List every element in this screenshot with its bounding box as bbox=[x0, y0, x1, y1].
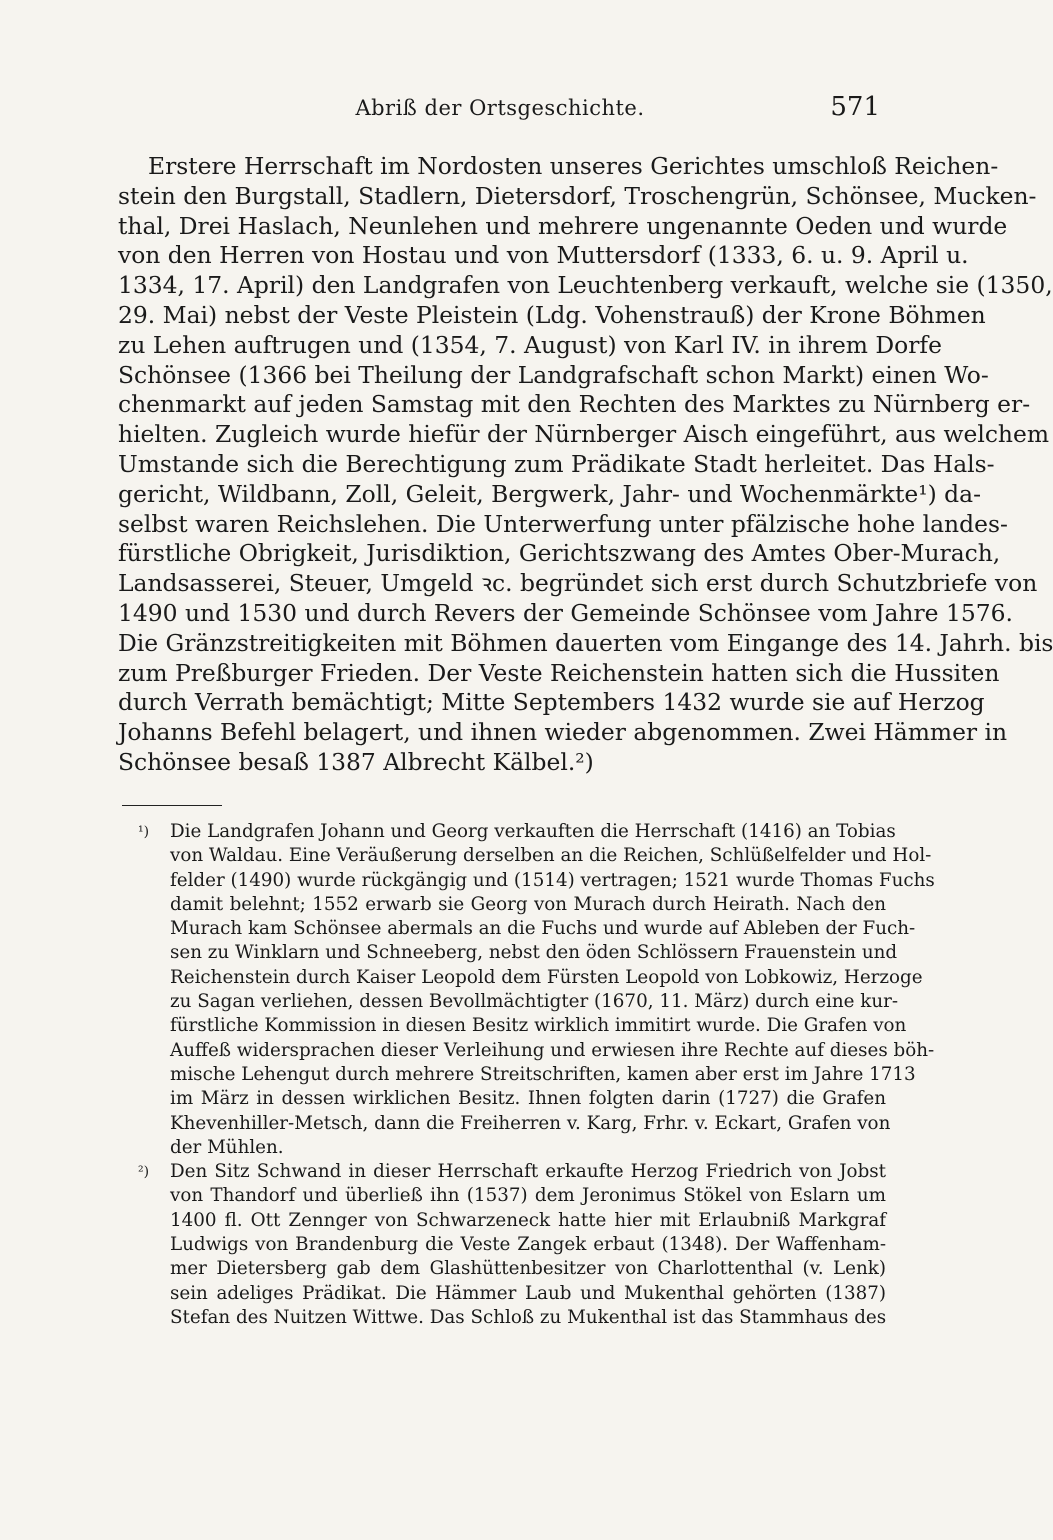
text-line: chenmarkt auf jeden Samstag mit den Rechten des Marktes zu Nürnberg er- bbox=[118, 390, 1031, 419]
text-line: fürstliche Obrigkeit, Jurisdiktion, Gerichtszwang des Amtes Ober-Murach, bbox=[118, 539, 1001, 568]
footnote-line: Reichenstein durch Kaiser Leopold dem Fürsten Leopold von Lobkowiz, Herzoge bbox=[170, 966, 923, 988]
page-number: 571 bbox=[830, 92, 880, 122]
text-line: Schönsee (1366 bei Theilung der Landgrafschaft schon Markt) einen Wo- bbox=[118, 360, 989, 389]
text-line: zum Preßburger Frieden. Der Veste Reichenstein hatten sich die Hussiten bbox=[118, 658, 1000, 687]
text-line: Erstere Herrschaft im Nordosten unseres Gerichtes umschloß Reichen- bbox=[148, 152, 999, 180]
footnote-line: fürstliche Kommission in diesen Besitz wirklich immitirt wurde. Die Grafen von bbox=[170, 1015, 907, 1037]
footnote-marker: ²) bbox=[138, 1164, 150, 1181]
text-line: hielten. Zugleich wurde hiefür der Nürnberger Aisch eingeführt, aus welchem bbox=[118, 420, 1050, 449]
footnote-line: im März in dessen wirklichen Besitz. Ihnen folgten darin (1727) die Grafen bbox=[170, 1088, 886, 1110]
footnote-line: Die Landgrafen Johann und Georg verkauften die Herrschaft (1416) an Tobias bbox=[170, 821, 896, 842]
text-line: Die Gränzstreitigkeiten mit Böhmen dauerten vom Eingange des 14. Jahrh. bis bbox=[118, 628, 1053, 657]
footnote-line: der Mühlen. bbox=[170, 1136, 284, 1158]
footnote-1 bbox=[138, 820, 935, 1160]
footnote-line: Murach kam Schönsee abermals an die Fuchs und wurde auf Ableben der Fuch- bbox=[170, 918, 916, 940]
text-line: thal, Drei Haslach, Neunlehen und mehrere ungenannte Oeden und wurde bbox=[118, 211, 1008, 240]
footnote-marker: ¹) bbox=[138, 824, 150, 840]
main-paragraph bbox=[118, 152, 1053, 778]
text-line: selbst waren Reichslehen. Die Unterwerfung unter pfälzische hohe landes- bbox=[118, 509, 1008, 538]
footnote-line: sein adeliges Prädikat. Die Hämmer Laub und Mukenthal gehörten (1387) bbox=[170, 1282, 886, 1304]
footnote-2 bbox=[138, 1160, 886, 1330]
footnote-separator bbox=[122, 805, 222, 806]
footnote-line: felder (1490) wurde rückgängig und (1514) vertragen; 1521 wurde Thomas Fuchs bbox=[170, 869, 935, 891]
footnote-line: Ludwigs von Brandenburg die Veste Zangek erbaut (1348). Der Waffenham- bbox=[170, 1234, 886, 1256]
text-line: Umstande sich die Berechtigung zum Prädikate Stadt herleitet. Das Hals- bbox=[118, 449, 995, 478]
text-line: Johanns Befehl belagert, und ihnen wieder abgenommen. Zwei Hämmer in bbox=[118, 718, 1008, 747]
footnote-line: zu Sagan verliehen, dessen Bevollmächtigter (1670, 11. März) durch eine kur- bbox=[170, 991, 899, 1013]
footnote-line: damit belehnt; 1552 erwarb sie Georg von Murach durch Heirath. Nach den bbox=[170, 893, 886, 915]
text-line: 1334, 17. April) den Landgrafen von Leuchtenberg verkauft, welche sie (1350, bbox=[118, 271, 1053, 300]
footnote-line: mische Lehengut durch mehrere Streitschriften, kamen aber erst im Jahre 1713 bbox=[170, 1063, 916, 1085]
footnote-line: sen zu Winklarn und Schneeberg, nebst den öden Schlössern Frauenstein und bbox=[170, 942, 898, 964]
footnote-line: mer Dietersberg gab dem Glashüttenbesitzer von Charlottenthal (v. Lenk) bbox=[170, 1258, 886, 1280]
footnote-line: Den Sitz Schwand in dieser Herrschaft erkaufte Herzog Friedrich von Jobst bbox=[170, 1161, 886, 1183]
footnote-line: von Thandorf und überließ ihn (1537) dem Jeronimus Stökel von Eslarn um bbox=[170, 1185, 886, 1207]
text-line: gericht, Wildbann, Zoll, Geleit, Bergwerk, Jahr- und Wochenmärkte¹) da- bbox=[118, 479, 981, 508]
text-line: 1490 und 1530 und durch Revers der Gemeinde Schönsee vom Jahre 1576. bbox=[118, 598, 1013, 627]
footnote-line: Stefan des Nuitzen Wittwe. Das Schloß zu Mukenthal ist das Stammhaus des bbox=[170, 1306, 887, 1328]
text-line: zu Lehen auftrugen und (1354, 7. August) von Karl IV. in ihrem Dorfe bbox=[118, 330, 942, 359]
text-line: 29. Mai) nebst der Veste Pleistein (Ldg. Vohenstrauß) der Krone Böhmen bbox=[118, 300, 986, 329]
running-title: Abriß der Ortsgeschichte. bbox=[355, 96, 645, 120]
text-line: stein den Burgstall, Stadlern, Dietersdorf, Troschengrün, Schönsee, Mucken- bbox=[118, 181, 1037, 210]
text-line: Landsasserei, Steuer, Umgeld ꝛc. begründet sich erst durch Schutzbriefe von bbox=[118, 569, 1038, 598]
text-line: Schönsee besaß 1387 Albrecht Kälbel.²) bbox=[118, 747, 594, 776]
footnote-line: Khevenhiller-Metsch, dann die Freiherren v. Karg, Frhr. v. Eckart, Grafen von bbox=[170, 1112, 891, 1134]
footnotes bbox=[138, 820, 935, 1330]
text-line: durch Verrath bemächtigt; Mitte Septembers 1432 wurde sie auf Herzog bbox=[118, 688, 985, 717]
page-header bbox=[120, 92, 880, 136]
footnote-line: von Waldau. Eine Veräußerung derselben an die Reichen, Schlüßelfelder und Hol- bbox=[170, 845, 932, 867]
footnote-line: 1400 fl. Ott Zennger von Schwarzeneck hatte hier mit Erlaubniß Markgraf bbox=[170, 1209, 886, 1231]
footnote-line: Auffeß widersprachen dieser Verleihung und erwiesen ihre Rechte auf dieses böh- bbox=[170, 1039, 935, 1061]
text-line: von den Herren von Hostau und von Muttersdorf (1333, 6. u. 9. April u. bbox=[118, 241, 969, 270]
